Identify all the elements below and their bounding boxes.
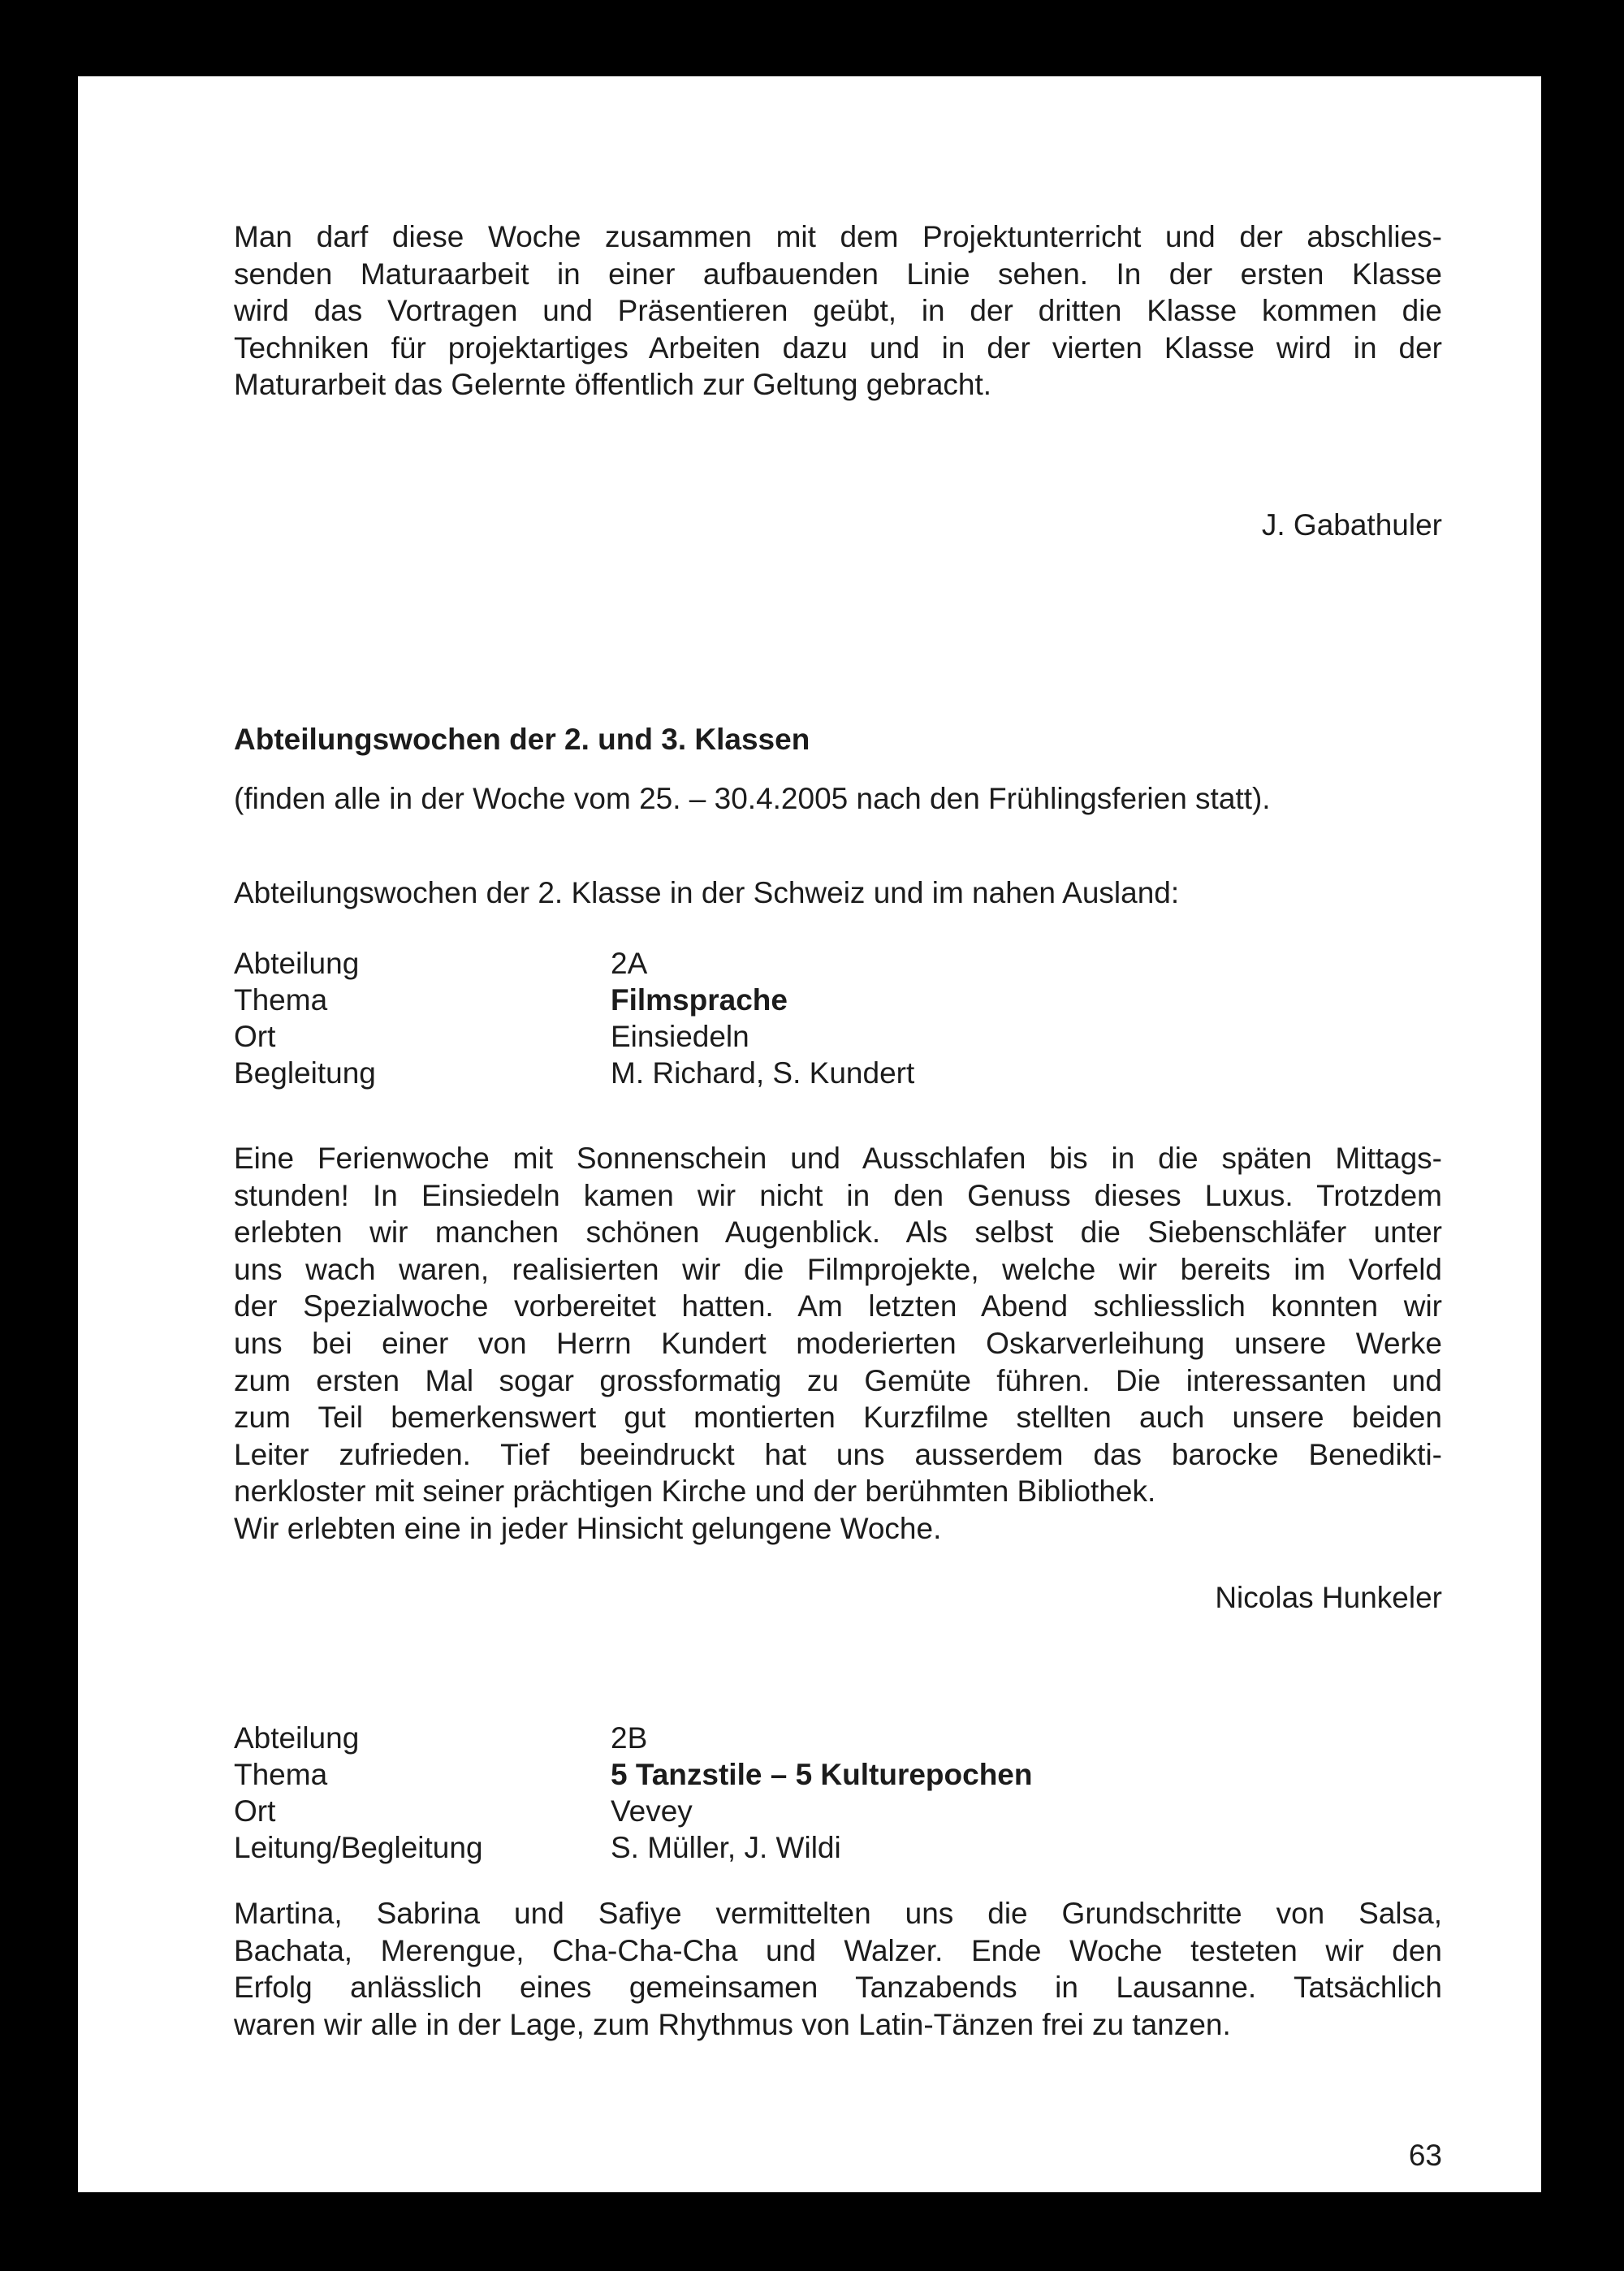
- info-row: [234, 1055, 1442, 1091]
- paragraph-line: der Spezialwoche vorbereitet hatten. Am letzten Abend schliesslich konnten wir: [234, 1289, 1442, 1323]
- info-row: [234, 1756, 1442, 1793]
- intro-author: J. Gabathuler: [1261, 508, 1442, 542]
- section-intro: Abteilungswochen der 2. Klasse in der Schweiz und im nahen Ausland:: [234, 876, 1180, 909]
- info-label: Ort: [234, 1020, 276, 1053]
- info-row: [234, 1720, 1442, 1756]
- section-heading: Abteilungswochen der 2. und 3. Klassen: [234, 723, 810, 756]
- week-2a-author: Nicolas Hunkeler: [1215, 1581, 1442, 1614]
- info-value: Vevey: [611, 1794, 693, 1828]
- info-row: [234, 1829, 1442, 1866]
- info-value: Einsiedeln: [611, 1020, 749, 1053]
- week-2b-info: [234, 1720, 1442, 1866]
- intro-line: wird das Vortragen und Präsentieren geübt, in der dritten Klasse kommen die: [234, 294, 1442, 328]
- info-value: 5 Tanzstile – 5 Kulturepochen: [611, 1758, 1033, 1791]
- paragraph-line: uns bei einer von Herrn Kundert moderierten Oskarverleihung unsere Werke: [234, 1326, 1442, 1360]
- paragraph-line: erlebten wir manchen schönen Augenblick. Als selbst die Siebenschläfer unter: [234, 1215, 1442, 1250]
- info-label: Abteilung: [234, 947, 360, 980]
- info-value: 2A: [611, 947, 648, 980]
- info-value: M. Richard, S. Kundert: [611, 1056, 915, 1090]
- document-page: [78, 76, 1541, 2192]
- week-2a-paragraph: [234, 1140, 1442, 1548]
- intro-line: senden Maturaarbeit in einer aufbauenden Linie sehen. In der ersten Klasse: [234, 257, 1442, 291]
- info-value: Filmsprache: [611, 983, 788, 1017]
- intro-paragraph: [234, 218, 1442, 404]
- page-number: 63: [1408, 2139, 1442, 2172]
- paragraph-line: Martina, Sabrina und Safiye vermittelten uns die Grundschritte von Salsa,: [234, 1897, 1442, 1930]
- intro-line: Man darf diese Woche zusammen mit dem Projektunterricht und der abschlies-: [234, 220, 1442, 253]
- paragraph-line: zum ersten Mal sogar grossformatig zu Gemüte führen. Die interessanten und: [234, 1363, 1442, 1397]
- info-label: Thema: [234, 1758, 328, 1791]
- paragraph-line: Eine Ferienwoche mit Sonnenschein und Ausschlafen bis in die späten Mittags-: [234, 1142, 1442, 1175]
- info-row: [234, 945, 1442, 982]
- intro-line: Techniken für projektartiges Arbeiten dazu und in der vierten Klasse wird in der: [234, 330, 1442, 365]
- week-2b-paragraph: [234, 1895, 1442, 2043]
- info-row: [234, 982, 1442, 1018]
- info-row: [234, 1793, 1442, 1829]
- paragraph-line: Leiter zufrieden. Tief beeindruckt hat uns ausserdem das barocke Benedikti-: [234, 1437, 1442, 1471]
- info-label: Leitung/Begleitung: [234, 1831, 483, 1864]
- info-value: S. Müller, J. Wildi: [611, 1831, 841, 1864]
- paragraph-line: zum Teil bemerkenswert gut montierten Kurzfilme stellten auch unsere beiden: [234, 1401, 1442, 1435]
- paragraph-line: stunden! In Einsiedeln kamen wir nicht in den Genuss dieses Luxus. Trotzdem: [234, 1178, 1442, 1212]
- paragraph-line: Wir erlebten eine in jeder Hinsicht gelungene Woche.: [234, 1511, 942, 1545]
- paragraph-line: Bachata, Merengue, Cha-Cha-Cha und Walzer. Ende Woche testeten wir den: [234, 1933, 1442, 1967]
- paragraph-line: nerkloster mit seiner prächtigen Kirche und der berühmten Bibliothek.: [234, 1474, 1156, 1509]
- paragraph-line: uns wach waren, realisierten wir die Filmprojekte, welche wir bereits im Vorfeld: [234, 1252, 1442, 1286]
- paragraph-line: waren wir alle in der Lage, zum Rhythmus von Latin-Tänzen frei zu tanzen.: [234, 2007, 1231, 2041]
- info-label: Abteilung: [234, 1721, 360, 1755]
- info-row: [234, 1018, 1442, 1055]
- info-label: Ort: [234, 1794, 276, 1828]
- info-label: Thema: [234, 983, 328, 1017]
- week-2a-info: [234, 945, 1442, 1091]
- info-value: 2B: [611, 1721, 648, 1755]
- paragraph-line: Erfolg anlässlich eines gemeinsamen Tanzabends in Lausanne. Tatsächlich: [234, 1971, 1442, 2005]
- section-subtitle: (finden alle in der Woche vom 25. – 30.4.2005 nach den Frühlingsferien statt).: [234, 782, 1271, 815]
- intro-line: Maturarbeit das Gelernte öffentlich zur Geltung gebracht.: [234, 368, 992, 402]
- info-label: Begleitung: [234, 1056, 376, 1090]
